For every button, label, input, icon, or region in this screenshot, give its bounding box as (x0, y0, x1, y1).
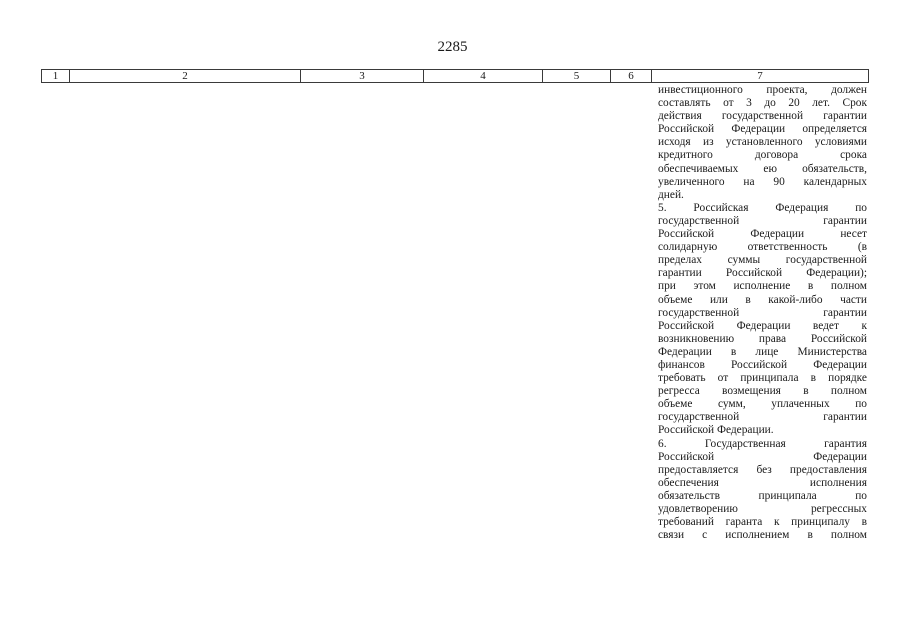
text-line: финансов Российской Федерации (658, 358, 867, 371)
text-line: обеспечиваемых ею обязательств, (658, 162, 867, 175)
text-line: объеме или в какой-либо части (658, 293, 867, 306)
text-line: Федерации в лице Министерства (658, 345, 867, 358)
text-line: 6. Государственная гарантия (658, 437, 867, 450)
text-line: Российской Федерации несет (658, 228, 867, 241)
text-line: регресса возмещения в полном (658, 385, 867, 398)
text-line: Российской Федерации ведет к (658, 319, 867, 332)
text-line: кредитного договора срока (658, 149, 867, 162)
text-line: возникновению права Российской (658, 332, 867, 345)
table-header-row (41, 69, 869, 83)
text-line: удовлетворению регрессных (658, 503, 867, 515)
text-line: 5. Российская Федерация по (658, 201, 867, 214)
text-line: исходя из установленного условиями (658, 136, 867, 149)
column-header-6: 6 (610, 70, 651, 82)
text-line: государственной гарантии (658, 214, 867, 227)
text-line: Российской Федерации. (658, 424, 774, 437)
text-line: объеме сумм, уплаченных по (658, 398, 867, 411)
text-line: дней. (658, 188, 684, 201)
text-line: предоставляется без предоставления (658, 463, 867, 476)
text-line: солидарную ответственность (в (658, 241, 867, 254)
text-line: при этом исполнение в полном (658, 280, 867, 293)
column-header-7: 7 (651, 70, 869, 82)
column-header-2: 2 (69, 70, 300, 82)
text-line: инвестиционного проекта, должен (658, 84, 867, 96)
column-header-3: 3 (300, 70, 423, 82)
text-line: действия государственной гарантии (658, 110, 867, 123)
text-line: связи с исполнением в полном (658, 529, 867, 542)
text-line: государственной гарантии (658, 411, 867, 424)
text-line: Российской Федерации (658, 450, 867, 463)
column-header-5: 5 (542, 70, 610, 82)
column-header-4: 4 (423, 70, 542, 82)
text-line: увеличенного на 90 календарных (658, 175, 867, 188)
text-line: обеспечения исполнения (658, 476, 867, 489)
text-line: требований гаранта к принципалу в (658, 516, 867, 529)
text-line: государственной гарантии (658, 306, 867, 319)
text-line: требовать от принципала в порядке (658, 372, 867, 385)
column-7-text (658, 84, 867, 542)
text-line: Российской Федерации определяется (658, 123, 867, 136)
text-line: составлять от 3 до 20 лет. Срок (658, 97, 867, 110)
column-header-1: 1 (41, 70, 69, 82)
text-line: пределах суммы государственной (658, 254, 867, 267)
text-line: обязательств принципала по (658, 489, 867, 502)
page-number: 2285 (437, 39, 468, 55)
text-line: гарантии Российской Федерации); (658, 267, 867, 280)
